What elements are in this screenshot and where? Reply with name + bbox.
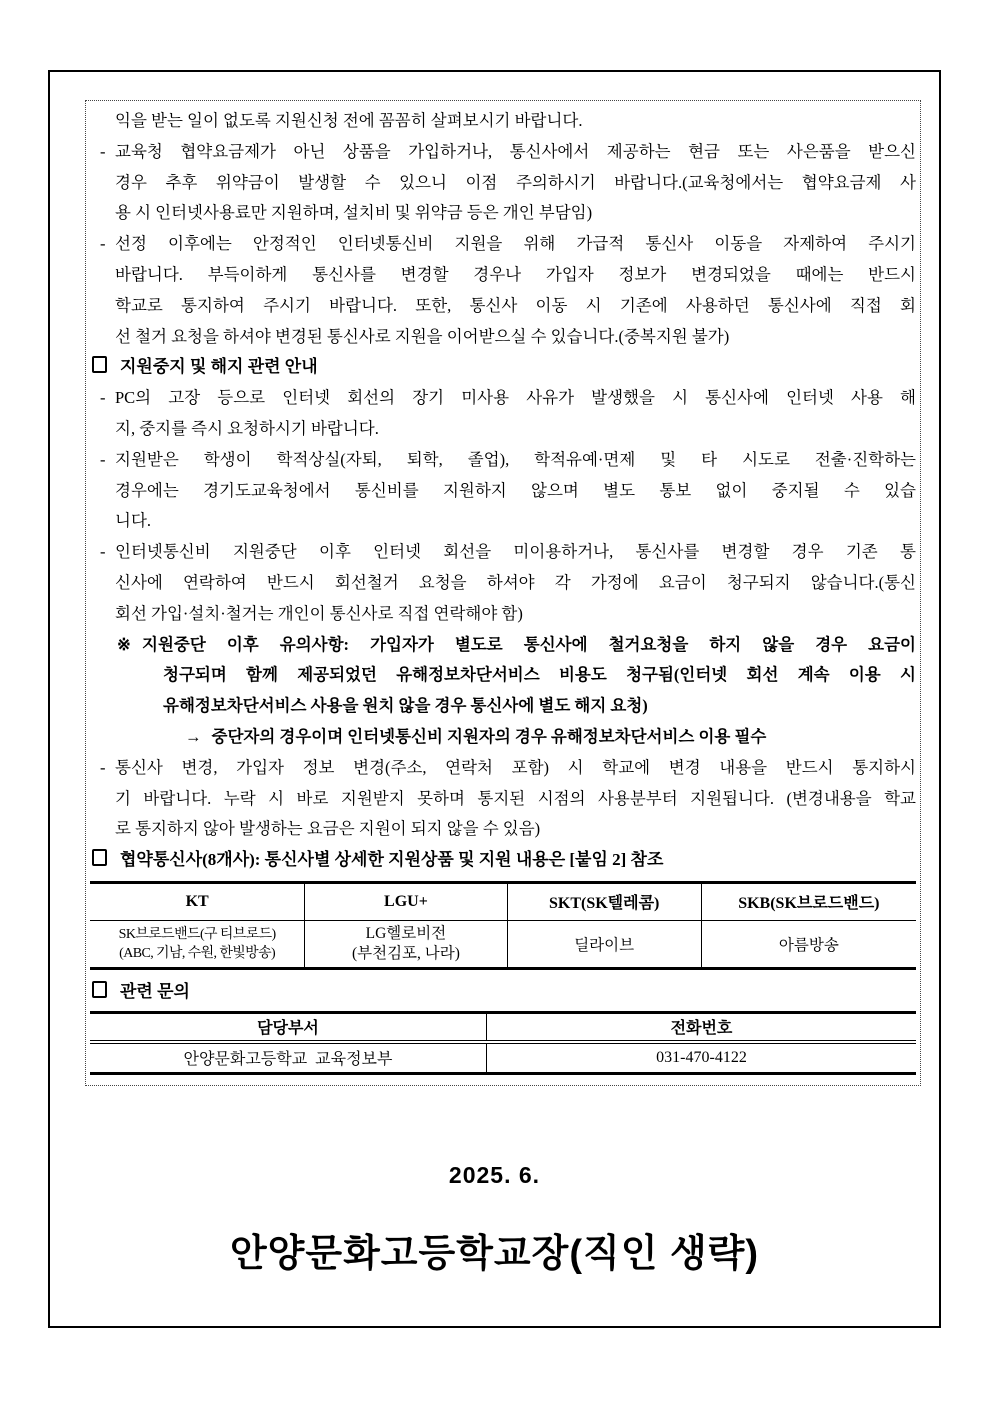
reference-mark-icon: ※: [117, 634, 131, 654]
square-bullet-icon: [92, 981, 107, 998]
issue-date: 2025. 6.: [448, 1162, 541, 1188]
principal-signature: 안양문화고등학교장(직인 생략): [229, 1233, 760, 1275]
cell-line: (ABC, 기남, 수원, 한빛방송): [119, 945, 276, 961]
dash-bullet-marker: -: [100, 757, 106, 777]
page-border: [48, 70, 941, 1328]
contact-header-phone: 전화번호: [486, 1012, 916, 1042]
carrier-header-skb: SKB(SK브로드밴드): [701, 882, 916, 920]
dash-bullet-marker: -: [100, 234, 106, 254]
contact-table-data-row: [90, 1042, 916, 1074]
carrier-header-kt: KT: [90, 882, 305, 920]
notice-body-box: [85, 100, 921, 1086]
cell-line: LG헬로비전: [365, 924, 447, 942]
section-heading-label: 지원중지 및 해지 관련 안내: [120, 357, 318, 377]
bullet-paragraph: [90, 137, 916, 229]
text-line: 니다.: [115, 511, 152, 531]
arrow-note-line: [90, 722, 916, 753]
text-line: 선정 이후에는 안정적인 인터넷통신비 지원을 위해 가급적 통신사 이동을 자제하여 주시기: [115, 234, 916, 254]
carrier-table-data-row: [90, 920, 916, 968]
contact-table-header-row: [90, 1012, 916, 1042]
arrow-note-text: 중단자의 경우이며 인터넷통신비 지원자의 경우 유해정보차단서비스 이용 필수: [211, 726, 767, 746]
text-line: 경우에는 경기도교육청에서 통신비를 지원하지 않으며 별도 통보 없이 중지될 수 있습: [115, 480, 916, 500]
text-line: 익을 받는 일이 없도록 지원신청 전에 꼼꼼히 살펴보시기 바랍니다.: [115, 111, 583, 130]
contact-cell-department: 안양문화고등학교 교육정보부: [183, 1051, 393, 1069]
bullet-paragraph: [90, 753, 916, 845]
section-heading-label: 협약통신사(8개사): 통신사별 상세한 지원상품 및 지원 내용은 [붙임 2] 참조: [120, 850, 664, 870]
section-heading-suspension: [90, 352, 916, 383]
contact-header-department: 담당부서: [90, 1012, 486, 1042]
caution-note-paragraph: [90, 630, 916, 722]
square-bullet-icon: [92, 356, 107, 373]
dash-bullet-marker: -: [100, 542, 106, 562]
text-line: 인터넷통신비 지원중단 이후 인터넷 회선을 미이용하거나, 통신사를 변경할 경우 기존 통: [115, 542, 916, 562]
text-line: 청구되며 함께 제공되었던 유해정보차단서비스 비용도 청구됨(인터넷 회선 계속 이용 시: [163, 665, 916, 685]
text-line: 유해정보차단서비스 사용을 원치 않을 경우 통신사에 별도 해지 요청): [163, 696, 648, 716]
text-line: 용 시 인터넷사용료만 지원하며, 설치비 및 위약금 등은 개인 부담임): [115, 203, 593, 223]
cell-line: (부천김포, 나라): [351, 944, 460, 962]
carrier-cell-skbroadband: [90, 920, 305, 968]
carrier-cell-lghellovision: [305, 920, 507, 968]
carrier-cell-areum: 아름방송: [701, 920, 916, 968]
carrier-table-header-row: [90, 882, 916, 920]
text-line: 지원받은 학생이 학적상실(자퇴, 퇴학, 졸업), 학적유예·면제 및 타 시도로 전출·진학하는: [115, 449, 916, 469]
text-line: 학교로 통지하여 주시기 바랍니다. 또한, 통신사 이동 시 기존에 사용하던 통신사에 직접 회: [115, 295, 916, 315]
section-heading-label: 관련 문의: [120, 981, 190, 1001]
text-line: 선 철거 요청을 하셔야 변경된 통신사로 지원을 이어받으실 수 있습니다.(중복지원 불가): [115, 326, 730, 346]
dash-bullet-marker: -: [100, 388, 106, 408]
text-line: 교육청 협약요금제가 아닌 상품을 가입하거나, 통신사에서 제공하는 현금 또는 사은품을 받으신: [115, 141, 916, 161]
text-line: PC의 고장 등으로 인터넷 회선의 장기 미사용 사유가 발생했을 시 통신사에 인터넷 사용 해: [115, 388, 916, 408]
arrow-icon: →: [185, 726, 202, 746]
section-heading-contact: [90, 977, 916, 1008]
text-line: 신사에 연락하여 반드시 회선철거 요청을 하셔야 각 가정에 요금이 청구되지 않습니다.(통신: [115, 572, 916, 592]
dash-bullet-marker: -: [100, 449, 106, 469]
carrier-header-skt: SKT(SK텔레콤): [507, 882, 701, 920]
text-line: 회선 가입·설치·철거는 개인이 통신사로 직접 연락해야 함): [115, 603, 523, 623]
text-line: 경우 추후 위약금이 발생할 수 있으니 이점 주의하시기 바랍니다.(교육청에서는 협약요금제 사: [115, 172, 916, 192]
text-line: 바랍니다. 부득이하게 통신사를 변경할 경우나 가입자 정보가 변경되었을 때에는 반드시: [115, 264, 916, 284]
section-heading-carriers: [90, 845, 916, 876]
cell-line: SK브로드밴드(구 티브로드): [118, 926, 276, 942]
text-line: 로 통지하지 않아 발생하는 요금은 지원이 되지 않을 수 있음): [115, 819, 541, 839]
contact-cell-phone: 031-470-4122: [486, 1042, 916, 1074]
text-line: 기 바랍니다. 누락 시 바로 지원받지 못하며 통지된 시점의 사용분부터 지원됩니다. (변경내용을 학교: [115, 788, 916, 808]
intro-continuation-line: [90, 106, 916, 137]
bullet-paragraph: [90, 445, 916, 537]
text-line: 통신사 변경, 가입자 정보 변경(주소, 연락처 포함) 시 학교에 변경 내용을 반드시 통지하시: [115, 757, 916, 777]
text-line: 지원중단 이후 유의사항: 가입자가 별도로 통신사에 철거요청을 하지 않을 경우 요금이: [142, 634, 916, 654]
bullet-paragraph: [90, 537, 916, 629]
dash-bullet-marker: -: [100, 141, 106, 161]
contact-table: [90, 1011, 916, 1075]
carrier-table: [90, 881, 916, 970]
bullet-paragraph: [90, 383, 916, 445]
carrier-cell-dlive: 딜라이브: [507, 920, 701, 968]
bullet-paragraph: [90, 229, 916, 352]
square-bullet-icon: [92, 849, 107, 866]
text-line: 지, 중지를 즉시 요청하시기 바랍니다.: [115, 418, 379, 438]
carrier-header-lgu: LGU+: [305, 882, 507, 920]
